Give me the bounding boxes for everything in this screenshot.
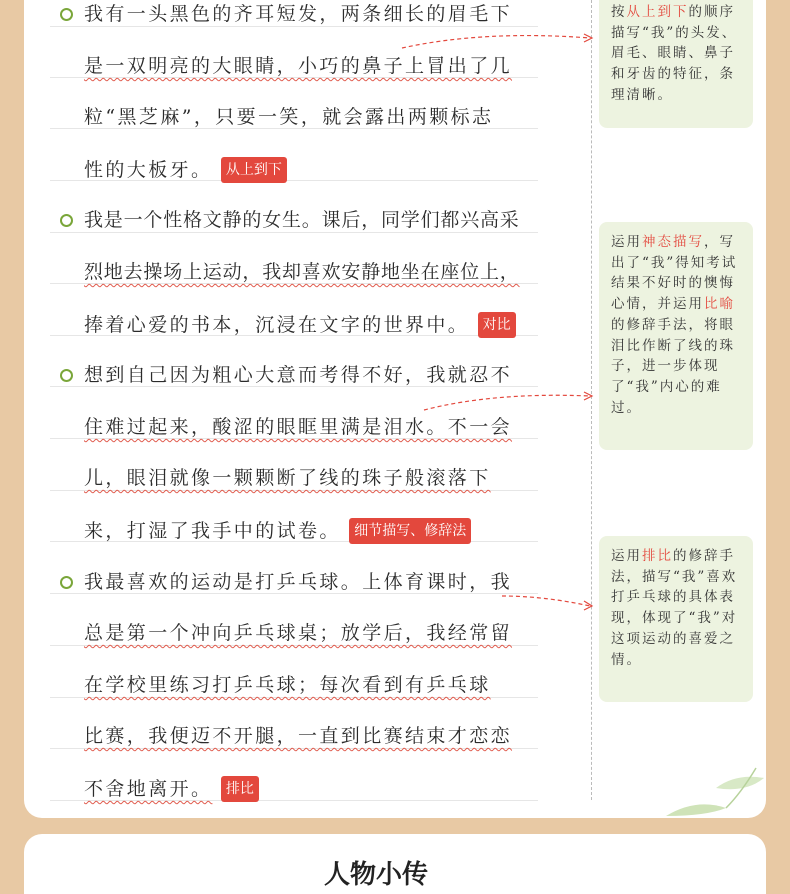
paragraph-4-line-2: 总是第一个冲向乒乓球桌；放学后，我经常留: [84, 622, 513, 644]
technique-tag: 从上到下: [221, 157, 287, 183]
paragraph-1-line-3: 粒“黑芝麻”，只要一笑，就会露出两颗标志: [84, 106, 494, 128]
note-1-body: 的顺序描写“我”的头发、眉毛、眼睛、鼻子和牙齿的特征，条理清晰。: [611, 4, 738, 103]
paragraph-4-line-5-text: 不舍地离开。: [84, 778, 213, 800]
paragraph-3-line-2: 住难过起来，酸涩的眼眶里满是泪水。不一会: [84, 416, 513, 438]
connector-arrow-2: [424, 395, 590, 410]
note-2-highlight-2: 比喻: [704, 296, 735, 313]
paragraph-2-line-2: 烈地去操场上运动，我却喜欢安静地坐在座位上，: [84, 261, 520, 283]
connector-arrows: [24, 0, 766, 818]
paragraph-1-line-1: 我有一头黑色的齐耳短发，两条细长的眉毛下: [84, 3, 513, 25]
paragraph-4-line-4: 比赛，我便迈不开腿，一直到比赛结束才恋恋: [84, 725, 513, 747]
paragraph-1-line-4-text: 性的大板牙。: [84, 159, 213, 181]
paragraph-3-line-1: 想到自己因为粗心大意而考得不好，我就忍不: [84, 364, 513, 386]
technique-tag: 对比: [478, 312, 516, 338]
paragraph-3-line-4-text: 来，打湿了我手中的试卷。: [84, 520, 341, 542]
note-3-highlight: 排比: [642, 548, 673, 564]
note-2-body: 的修辞手法，将眼泪比作断了线的珠子，进一步体现了“我”内心的难过。: [611, 316, 735, 416]
connector-arrow-3: [502, 596, 590, 606]
connector-arrow-1: [402, 36, 590, 48]
note-1-prefix: 按: [611, 4, 627, 20]
paragraph-4-line-3: 在学校里练习打乒乓球；每次看到有乒乓球: [84, 674, 491, 696]
next-section-card: [24, 834, 766, 894]
paragraph-2-line-3-text: 捧着心爱的书本，沉浸在文字的世界中。: [84, 314, 470, 336]
paragraph-2-line-1: 我是一个性格文静的女生。课后，同学们都兴高采: [84, 209, 520, 231]
paragraph-1-line-2: 是一双明亮的大眼睛，小巧的鼻子上冒出了几: [84, 55, 513, 77]
note-3-body: 的修辞手法，描写“我”喜欢打乒乓球的具体表现，体现了“我”对这项运动的喜爱之情。: [611, 548, 738, 668]
note-1-highlight: 从上到下: [626, 4, 689, 20]
technique-tag: 细节描写、修辞法: [349, 518, 471, 544]
leaf-decoration-icon: [656, 758, 766, 818]
paragraph-3-line-3: 儿，眼泪就像一颗颗断了线的珠子般滚落下: [84, 467, 491, 489]
technique-tag: 排比: [221, 776, 259, 802]
note-2-middle: ，写出了“我”得知考试结果不好时的懊悔心情，并运用: [611, 234, 738, 313]
content-card: [24, 0, 766, 818]
paragraph-4-line-1: 我最喜欢的运动是打乒乓球。上体育课时，我: [84, 571, 513, 593]
section-title: 人物小传: [324, 860, 429, 890]
note-3-prefix: 运用: [611, 548, 642, 564]
note-2-prefix: 运用: [611, 234, 642, 250]
note-2-highlight: 神态描写: [642, 234, 704, 250]
